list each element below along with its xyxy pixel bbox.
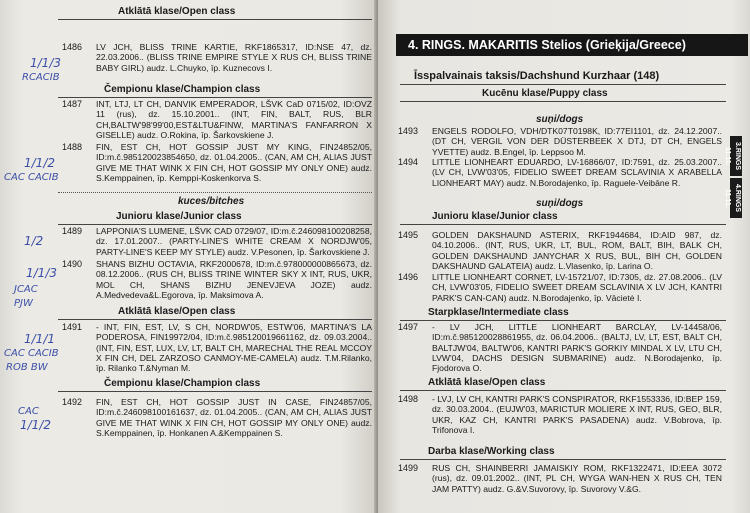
section-heading: Čempionu klase/Champion class — [104, 84, 261, 95]
handwritten-note: JCAC — [14, 284, 38, 295]
section-heading: suņi/dogs — [536, 114, 584, 125]
entry-text: LV JCH, BLISS TRINE KARTIE, RKF1865317, ID:NSE 47, dz. 22.03.2006.. (BLISS TRINE EMPIRE STYLE X RUS CH, BLISS TRINE BABY GIRL) audz. L.Chuyko, īp. Kuznecovs I. — [96, 42, 372, 73]
entry-text: - LV JCH, LITTLE LIONHEART BARCLAY, LV-14458/06, ID:m.č.985120028861955, dz. 06.04.2006.. (BALTJ, LV, LT, EST, BALT CH, BALTJW'04, BALTW'06, KANTRI PARK'S GORKIY MINDAL X LV, LTU CH, LVW'04, DACHS DESIGN SUBMARINE) audz. N.Borodajenko, īp. Fjodorova O. — [432, 322, 722, 374]
divider — [400, 84, 726, 85]
section-heading: Darba klase/Working class — [428, 446, 555, 457]
catalog-number: 1499 — [398, 463, 419, 473]
entry-text: - LVJ, LV CH, KANTRI PARK'S CONSPIRATOR, RKF1553336, ID:BEP 159, dz. 30.03.2004.. (EUJW'03, MARICTUR MOLIERE X INT, RUS, GEO, BLR, UKR, KAZ CH, KANTRI PARK'S PASADENA) audz. V.Bobrova, īp. Trifonova I. — [432, 394, 722, 435]
divider — [400, 320, 726, 321]
divider — [58, 97, 372, 98]
catalog-number: 1486 — [62, 42, 83, 52]
catalog-number: 1492 — [62, 397, 83, 407]
section-heading: Starpklase/Intermediate class — [428, 307, 569, 318]
ring-banner: 4. RINGS. MAKARITIS Stelios (Grieķija/Greece) — [396, 34, 748, 56]
entry-text: LITTLE LIONHEART EDUARDO, LV-16866/07, ID:7591, dz. 25.03.2007.. (LV CH, LVW'03'05, FIDELIO SWEET DREAM SCLAVINIA X ARABELLA LIONHEART MAY) audz. N.Borodajenko, īp. Raguele-Veibāne R. — [432, 157, 722, 188]
section-heading: Atklātā klase/Open class — [428, 377, 546, 388]
ring-side-tab: 3.RINGS 11.11. — [730, 136, 742, 176]
catalog-number: 1489 — [62, 226, 83, 236]
entry-text: FIN, EST CH, HOT GOSSIP JUST MY KING, FIN24852/05, ID:m.č.985120023854650, dz. 01.04.2005.. (CAN, AM CH, ALIAS JUST GIVE ME THAT WINK X FIN CH, HOT GOSSIP MY ONLY ONE) audz. S.Kemppainen, īp. Kemppi-Koskenkorva S. — [96, 142, 372, 183]
section-heading: kuces/bitches — [178, 196, 245, 207]
catalog-number: 1494 — [398, 157, 419, 167]
handwritten-note: 1/2 — [24, 234, 44, 248]
handwritten-note: ROB BW — [6, 362, 48, 373]
entry-text: INT, LTJ, LT CH, DANVIK EMPERADOR, LŠVK CaD 0715/02, ID:OVZ 11 (rus), dz. 15.10.2001.. (INT, FIN, BALT, RUS, BLR CH,BALTW'98'99'00,EST&LTU&FINW, MARTINA'S FANFARRON X GISELLE) audz. O.Rokina, īp. Šarkovskiene J. — [96, 99, 372, 140]
breed-title — [414, 70, 659, 82]
entry-text: ENGELS RODOLFO, VDH/DTK07T0198K, ID:77EI1101, dz. 24.12.2007.. (DT CH, VERGIL VON DER DÜSTERBEEK X DTJ, DT CH, ENGELS YVETTE) audz. B.Engel, īp. Leppsoo M. — [432, 126, 722, 157]
ring-side-tab: 4.RINGS 11.11. — [730, 178, 742, 218]
handwritten-note: 1/1/2 — [20, 418, 51, 432]
divider — [400, 459, 726, 460]
section-heading: Čempionu klase/Champion class — [104, 378, 261, 389]
catalog-number: 1497 — [398, 322, 419, 332]
entry-text: LITTLE LIONHEART CORNET, LV-15721/07, ID:7305, dz. 27.08.2006.. (LV CH, LVW'03'05, FIDELIO SWEET DREAM SCLAVINIA X LV JCH, KANTRI PARK'S CAN-CAN) audz. N.Borodajenko, īp. Vācietė I. — [432, 272, 722, 303]
catalog-number: 1498 — [398, 394, 419, 404]
catalog-number: 1488 — [62, 142, 83, 152]
divider — [400, 224, 726, 225]
entry-text: RUS CH, SHAINBERRI JAMAISKIY ROM, RKF1322471, ID:EEA 3072 (rus), dz. 09.01.2002.. (INT, PL CH, WYGA WAN-HEN X RUS CH, TEN JAM PATTY) audz. G.&V.Suvorovy, īp. Suvorovy V.&G. — [432, 463, 722, 494]
handwritten-note: 1/1/2 — [24, 156, 55, 170]
entry-text: SHANS BIZHU OCTAVIA, RKF2000678, ID:m.č.978000000865673, dz. 08.12.2006.. (RUS CH, BLISS TRINE WINTER SKY X INT, RUS, UKR, MOL CH, SHANS BIZHU JENEVJEVA JOZE) audz. A.Medvedeva&L.Egorova, īp. Maksimova A. — [96, 259, 372, 300]
section-heading: Atklātā klase/Open class — [118, 306, 236, 317]
catalog-number: 1491 — [62, 322, 83, 332]
section-heading: Atklātā klase/Open class — [118, 6, 236, 17]
breed-name: Īsspalvainais taksis/Dachshund Kurzhaar — [414, 70, 631, 82]
divider — [58, 192, 372, 193]
catalog-number: 1490 — [62, 259, 83, 269]
catalog-number: 1487 — [62, 99, 83, 109]
handwritten-note: CAC CACIB — [4, 348, 59, 359]
handwritten-note: CAC — [18, 406, 39, 417]
divider — [58, 224, 372, 225]
handwritten-note: 1/1/3 — [26, 266, 57, 280]
handwritten-note: PJW — [14, 298, 33, 309]
catalog-number: 1496 — [398, 272, 419, 282]
entry-text: LAPPONIA'S LUMENE, LŠVK CAD 0729/07, ID:m.č.246098100208258, dz. 17.01.2007.. (PARTY-LINE'S WHITE CREAM X NORDJW'05, PARTY-LINE'S KEEP MY STYLE) audz. V.Pesonen, īp. Šarkovskiene J. — [96, 226, 372, 257]
entry-text: GOLDEN DAKSHAUND ASTERIX, RKF1944684, ID:AID 987, dz. 04.10.2006.. (INT, RUS, UKR, LT, BUL, ROM, BALT, BIH, BALK CH, GOLDEN DAKSHAUND JANYCHAR X RUS, BUL, BIH CH, GOLDEN DAKSHAUND GALATEIA) audz. L.Vlasenko, īp. Larina O. — [432, 230, 722, 271]
catalog-number: 1495 — [398, 230, 419, 240]
right-page — [378, 0, 750, 513]
section-heading: Junioru klase/Junior class — [116, 211, 242, 222]
section-heading: Kucēnu klase/Puppy class — [482, 88, 608, 99]
divider — [400, 390, 726, 391]
section-heading: Junioru klase/Junior class — [432, 211, 558, 222]
divider — [58, 19, 372, 20]
handwritten-note: 1/1/3 — [30, 56, 61, 70]
handwritten-note: CAC CACIB — [4, 172, 59, 183]
handwritten-note: 1/1/1 — [24, 332, 55, 346]
section-heading: suņi/dogs — [536, 198, 584, 209]
divider — [400, 101, 726, 102]
divider — [58, 391, 372, 392]
breed-count: (148) — [633, 70, 660, 82]
catalog-number: 1493 — [398, 126, 419, 136]
entry-text: FIN, EST CH, HOT GOSSIP JUST IN CASE, FIN24857/05, ID:m.č.246098100161637, dz. 01.04.2005.. (CAN, AM CH, ALIAS JUST GIVE ME THAT WINK X FIN CH, HOT GOSSIP MY ONLY ONE) audz. S.Kemppainen, īp. Honkanen A.&Kemppainen S. — [96, 397, 372, 438]
entry-text: - INT, FIN, EST, LV, S CH, NORDW'05, ESTW'06, MARTINA'S LA PODEROSA, FIN19972/04, ID:m.č.985120019661162, dz. 09.03.2004.. (INT, FIN, EST, LUX, LV, LT, BALT CH, MARECHAL THE REAL MCCOY X FIN CH, DEL ZARZOSO CANMOY-ME-CAMELA) audz. T.M.Rilanko, īp. Rilanko T.&Nyman M. — [96, 322, 372, 374]
divider — [58, 319, 372, 320]
handwritten-note: RCACIB — [22, 72, 60, 83]
